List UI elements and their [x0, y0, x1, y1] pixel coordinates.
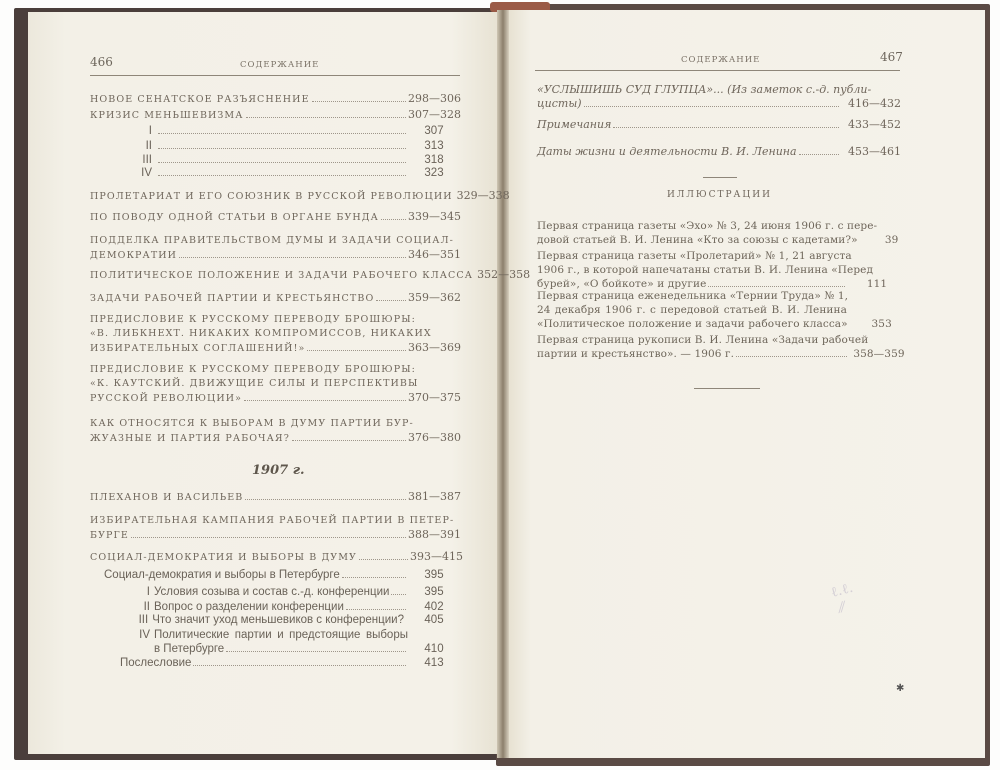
toc-entry-line[interactable]	[130, 139, 460, 153]
roman-numeral: III	[138, 614, 149, 626]
page-ref: 307—328	[408, 108, 461, 121]
entry-title: довой статьей В. И. Ленина «Кто за союзы с кадетами?»	[537, 234, 858, 246]
toc-entry-line[interactable]	[130, 124, 460, 138]
toc-entry-line[interactable]	[537, 233, 907, 247]
dot-leader	[307, 349, 406, 351]
entry-title: ПРЕДИСЛОВИЕ К РУССКОМУ ПЕРЕВОДУ БРОШЮРЫ:	[90, 314, 416, 325]
toc-entry-line[interactable]	[90, 248, 460, 262]
dot-leader	[179, 256, 406, 258]
entry-title: бурей», «О бойкоте» и другие	[537, 278, 707, 290]
dot-leader	[245, 498, 406, 500]
page-ref: 402	[424, 601, 444, 613]
entry-title: Условия созыва и состав с.-д. конференции	[154, 586, 390, 598]
page-ref: 298—306	[408, 92, 461, 105]
entry-title: партии и крестьянство». — 1906 г.	[537, 348, 735, 360]
page-ref: 393—415	[410, 550, 463, 563]
page-ref: 323	[424, 167, 444, 179]
dot-leader	[131, 536, 406, 538]
toc-entry-line	[90, 417, 460, 431]
entry-title: КАК ОТНОСЯТСЯ К ВЫБОРАМ В ДУМУ ПАРТИИ БУР-	[90, 418, 414, 429]
toc-entry-line[interactable]	[90, 92, 460, 106]
toc-entry-line[interactable]	[128, 585, 460, 599]
page-ref: 313	[424, 140, 444, 152]
dot-leader	[613, 126, 839, 128]
left-running-head: СОДЕРЖАНИЕ	[240, 60, 320, 70]
toc-entry-line	[90, 234, 460, 248]
entry-title: Социал-демократия и выборы в Петербурге	[104, 569, 340, 581]
entry-title: цисты)	[537, 97, 582, 110]
page-ref: 363—369	[408, 341, 461, 354]
dot-leader	[292, 439, 406, 441]
page-ref: 358—359	[853, 348, 905, 360]
entry-title: ПОЛИТИЧЕСКОЕ ПОЛОЖЕНИЕ И ЗАДАЧИ РАБОЧЕГО КЛАССА	[90, 270, 474, 281]
page-ref: 307	[424, 125, 444, 137]
entry-title: 24 декабря 1906 г. с передовой статьей В. И. Ленина	[537, 304, 847, 316]
dot-leader	[158, 174, 406, 176]
entry-title: ЗАДАЧИ РАБОЧЕЙ ПАРТИИ И КРЕСТЬЯНСТВО	[90, 293, 375, 304]
toc-entry-line[interactable]	[90, 528, 460, 542]
dot-leader	[312, 100, 406, 102]
toc-entry-line[interactable]	[537, 347, 909, 361]
dot-leader	[359, 558, 408, 560]
toc-entry-line	[90, 327, 460, 341]
toc-entry-line[interactable]	[130, 153, 460, 167]
entry-title: ЖУАЗНЫЕ И ПАРТИЯ РАБОЧАЯ?	[90, 433, 290, 444]
toc-entry-line	[90, 313, 460, 327]
toc-entry-line[interactable]	[130, 166, 460, 180]
dot-leader	[244, 399, 406, 401]
right-running-head: СОДЕРЖАНИЕ	[681, 55, 761, 65]
page-ref: 318	[424, 154, 444, 166]
toc-entry-line	[90, 363, 460, 377]
book-gutter	[497, 10, 509, 758]
page-ref: 395	[424, 569, 444, 581]
roman-numeral: IV	[141, 167, 152, 179]
right-page-number: 467	[880, 50, 903, 64]
page-ref: 39	[884, 234, 899, 246]
toc-entry-line[interactable]	[90, 291, 460, 305]
page-ref: 329—338	[456, 189, 510, 202]
dot-leader	[342, 576, 406, 578]
year-heading: 1907 г.	[252, 463, 305, 478]
toc-entry-line[interactable]	[90, 210, 460, 224]
dot-leader	[376, 299, 406, 301]
entry-title: ПРОЛЕТАРИАТ И ЕГО СОЮЗНИК В РУССКОЙ РЕВОЛЮЦИИ	[90, 191, 453, 202]
page-ref: 405	[424, 614, 444, 626]
toc-entry-line[interactable]	[537, 118, 901, 132]
page-ref: 346—351	[408, 248, 461, 261]
toc-entry-line[interactable]	[90, 268, 531, 282]
entry-title: РУССКОЙ РЕВОЛЮЦИИ»	[90, 393, 243, 404]
page-ref: 352—358	[477, 268, 531, 281]
toc-entry-line	[90, 514, 460, 528]
entry-title: «К. КАУТСКИЙ. ДВИЖУЩИЕ СИЛЫ И ПЕРСПЕКТИВЫ	[90, 378, 419, 389]
dot-leader	[226, 650, 406, 652]
entry-title: «Политическое положение и задачи рабочего класса»	[537, 318, 848, 330]
entry-title: ПЛЕХАНОВ И ВАСИЛЬЕВ	[90, 492, 244, 503]
entry-title: Первая страница газеты «Пролетарий» № 1, 21 августа	[537, 250, 852, 262]
dot-leader	[391, 593, 406, 595]
page-ref: 381—387	[408, 490, 461, 503]
toc-entry-line[interactable]	[90, 550, 462, 564]
entry-title: «УСЛЫШИШЬ СУД ГЛУПЦА»... (Из заметок с.-д. публи-	[537, 83, 872, 96]
toc-entry-line[interactable]	[537, 145, 901, 159]
left-page-number: 466	[90, 55, 113, 69]
toc-entry-line	[537, 83, 901, 97]
roman-numeral: III	[142, 154, 152, 166]
entry-title: Первая страница рукописи В. И. Ленина «Задачи рабочей	[537, 334, 869, 346]
entry-title: в Петербурге	[154, 643, 225, 655]
toc-entry-line[interactable]	[90, 108, 460, 122]
short-separator	[703, 177, 737, 178]
entry-title: Первая страница газеты «Эхо» № 3, 24 июня 1906 г. с пере-	[537, 220, 878, 232]
toc-entry-line	[537, 333, 909, 347]
dot-leader	[158, 147, 406, 149]
roman-numeral: II	[143, 601, 150, 613]
illustrations-heading: ИЛЛЮСТРАЦИИ	[667, 190, 772, 200]
left-header-rule	[90, 75, 460, 76]
dot-leader	[736, 355, 847, 357]
entry-title: Вопрос о разделении конференции	[154, 601, 344, 613]
page-ref: 413	[424, 657, 444, 669]
entry-title: Послесловие	[120, 657, 192, 669]
entry-title: «В. ЛИБКНЕХТ. НИКАКИХ КОМПРОМИССОВ, НИКАКИХ	[90, 328, 432, 339]
dot-leader	[381, 218, 406, 220]
toc-entry-line[interactable]	[90, 431, 460, 445]
toc-entry-line	[537, 263, 907, 277]
entry-title: Политические партии и предстоящие выборы	[154, 629, 408, 641]
pencil-mark: ℓ.ℓ. ⁄⁄	[829, 579, 855, 618]
toc-entry-line[interactable]	[128, 600, 460, 614]
toc-entry-line	[537, 303, 907, 317]
toc-entry-line[interactable]	[104, 568, 460, 582]
entry-title: ПО ПОВОДУ ОДНОЙ СТАТЬИ В ОРГАНЕ БУНДА	[90, 212, 379, 223]
dot-leader	[158, 161, 406, 163]
roman-numeral: I	[148, 125, 152, 137]
page-ref: 376—380	[408, 431, 461, 444]
toc-entry-line[interactable]	[120, 656, 460, 670]
roman-numeral: IV	[139, 629, 150, 641]
toc-entry-line	[128, 628, 460, 642]
toc-entry-line[interactable]	[537, 317, 907, 331]
page-ref: 410	[424, 643, 444, 655]
entry-title: НОВОЕ СЕНАТСКОЕ РАЗЪЯСНЕНИЕ	[90, 94, 310, 105]
page-mark: ✱	[896, 683, 905, 694]
entry-title: КРИЗИС МЕНЬШЕВИЗМА	[90, 110, 244, 121]
toc-entry-line[interactable]	[90, 391, 460, 405]
toc-entry-line[interactable]	[128, 613, 460, 627]
entry-title: ИЗБИРАТЕЛЬНАЯ КАМПАНИЯ РАБОЧЕЙ ПАРТИИ В ПЕТЕР-	[90, 515, 455, 526]
page-ref: 388—391	[408, 528, 461, 541]
dot-leader	[584, 105, 839, 107]
end-separator	[694, 388, 760, 389]
dot-leader	[799, 153, 839, 155]
entry-title: ДЕМОКРАТИИ	[90, 250, 178, 261]
dot-leader	[246, 116, 406, 118]
toc-entry-line[interactable]	[90, 189, 510, 203]
entry-title: СОЦИАЛ-ДЕМОКРАТИЯ И ВЫБОРЫ В ДУМУ	[90, 552, 358, 563]
entry-title: БУРГЕ	[90, 530, 129, 541]
dot-leader	[708, 285, 845, 287]
page-ref: 370—375	[408, 391, 461, 404]
right-header-rule	[535, 70, 900, 71]
toc-entry-line	[537, 219, 907, 233]
page-ref: 353	[871, 318, 892, 330]
toc-entry-line[interactable]	[537, 97, 901, 111]
entry-title: 1906 г., в которой напечатаны статьи В. И. Ленина «Перед	[537, 264, 874, 276]
entry-title: ИЗБИРАТЕЛЬНЫХ СОГЛАШЕНИЙ!»	[90, 343, 306, 354]
entry-title: ПОДДЕЛКА ПРАВИТЕЛЬСТВОМ ДУМЫ И ЗАДАЧИ СОЦИАЛ-	[90, 235, 454, 246]
toc-entry-line	[90, 377, 460, 391]
page-ref: 433—452	[848, 118, 901, 131]
page-ref: 453—461	[848, 145, 901, 158]
roman-numeral: II	[145, 140, 152, 152]
page-ref: 339—345	[408, 210, 461, 223]
entry-title: ПРЕДИСЛОВИЕ К РУССКОМУ ПЕРЕВОДУ БРОШЮРЫ:	[90, 364, 416, 375]
toc-entry-line	[537, 289, 907, 303]
toc-entry-line[interactable]	[128, 642, 460, 656]
toc-entry-line	[537, 249, 907, 263]
entry-title: Примечания	[537, 118, 612, 131]
page-ref: 111	[866, 278, 888, 290]
entry-title: Даты жизни и деятельности В. И. Ленина	[537, 145, 797, 158]
dot-leader	[346, 608, 406, 610]
toc-entry-line[interactable]	[90, 341, 460, 355]
dot-leader	[193, 664, 406, 666]
toc-entry-line[interactable]	[90, 490, 460, 504]
page-ref: 416—432	[848, 97, 901, 110]
dot-leader	[158, 132, 406, 134]
entry-title: Первая страница еженедельника «Тернии Труда» № 1,	[537, 290, 849, 302]
entry-title: Что значит уход меньшевиков с конференции?	[152, 614, 404, 626]
roman-numeral: I	[146, 586, 150, 598]
page-ref: 359—362	[408, 291, 461, 304]
page-ref: 395	[424, 586, 444, 598]
